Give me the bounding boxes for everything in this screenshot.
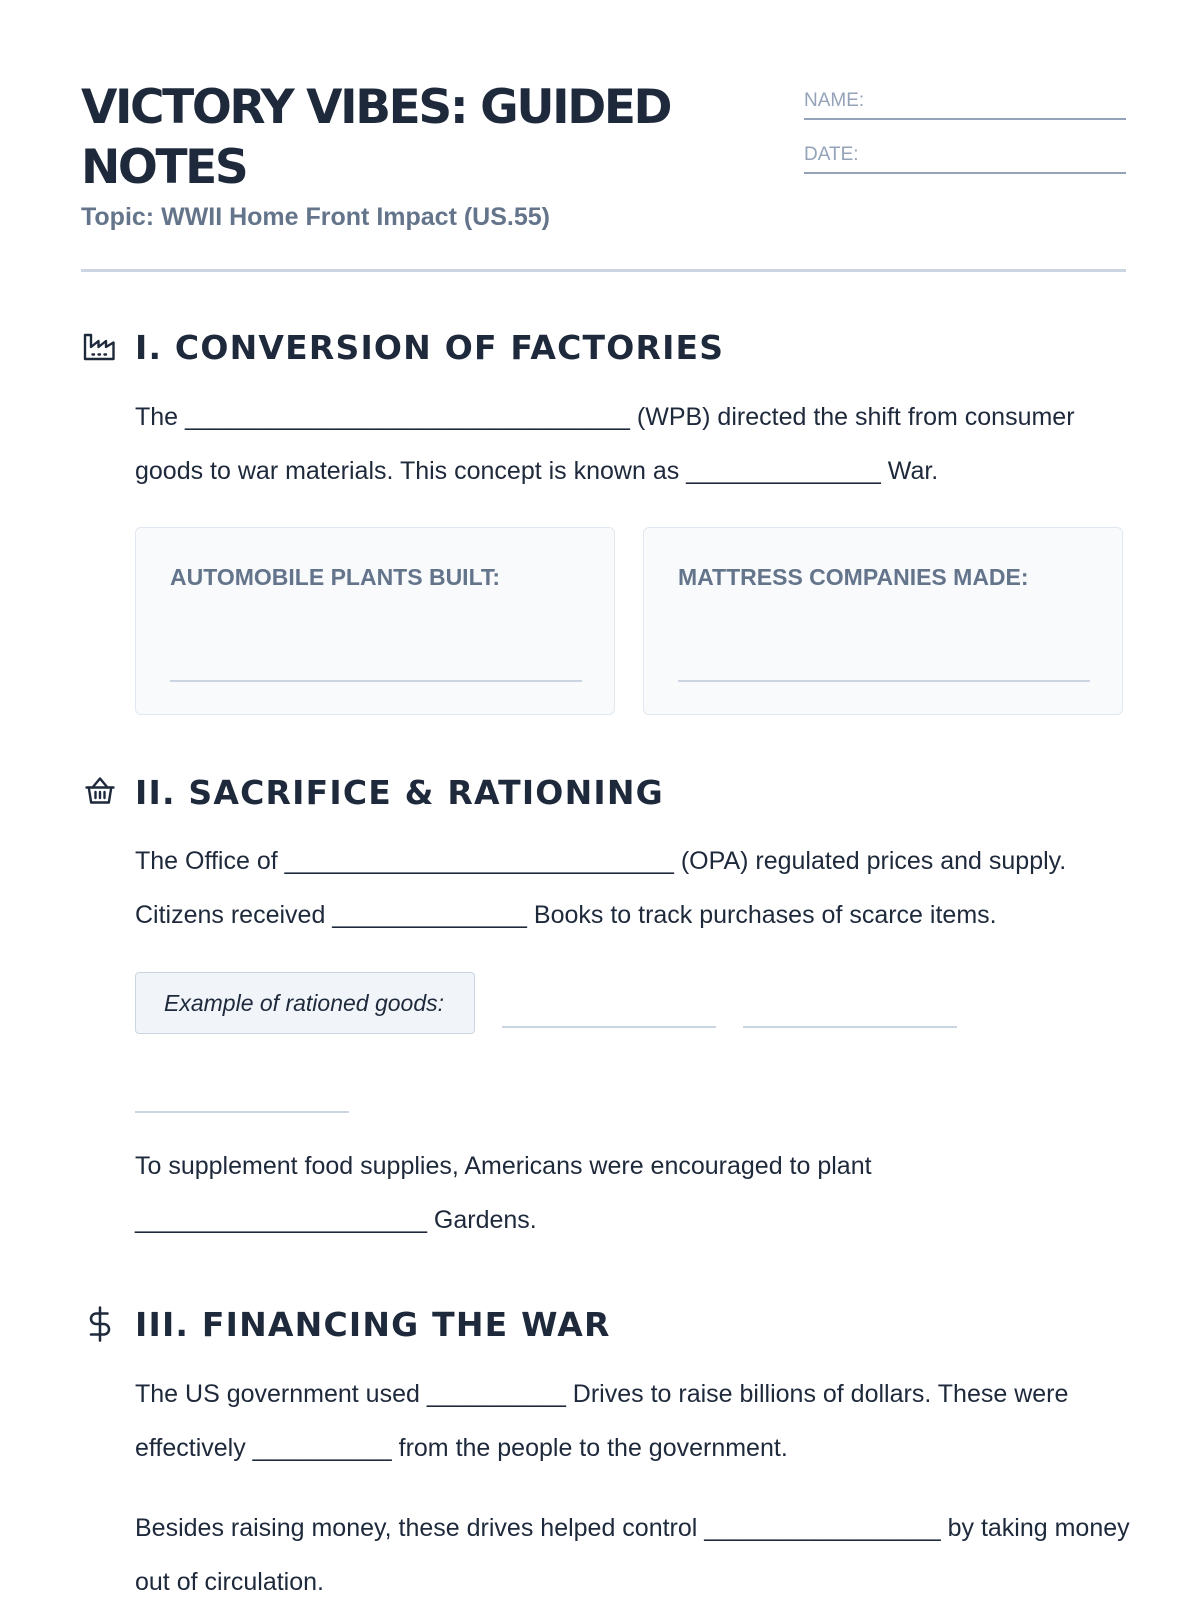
mattress-companies-box (643, 527, 1123, 715)
rationed-goods-label: Example of rationed goods: (135, 972, 475, 1034)
automobile-plants-box (135, 527, 615, 715)
mattress-companies-label: MATTRESS COMPANIES MADE: (678, 564, 1029, 590)
dollar-icon (82, 1306, 118, 1342)
rationed-good-answer-line[interactable] (502, 1026, 716, 1028)
rationed-good-answer-line[interactable] (743, 1026, 957, 1028)
name-field[interactable] (804, 86, 1126, 120)
section-heading-factories: I. CONVERSION OF FACTORIES (135, 328, 725, 367)
victory-gardens-paragraph[interactable]: To supplement food supplies, Americans were encouraged to plant _____________________ Gardens. (135, 1152, 872, 1234)
factory-icon (82, 329, 118, 365)
automobile-plants-label: AUTOMOBILE PLANTS BUILT: (170, 564, 501, 590)
page-title: VICTORY VIBES: GUIDED NOTES (81, 80, 671, 195)
section-heading-financing: III. FINANCING THE WAR (135, 1305, 611, 1344)
automobile-plants-answer-line[interactable] (170, 680, 582, 682)
section-heading-rationing: II. SACRIFICE & RATIONING (135, 773, 664, 812)
date-field[interactable] (804, 140, 1126, 174)
inflation-paragraph[interactable]: Besides raising money, these drives helped control _________________ by taking money out of circulation. (135, 1514, 1130, 1596)
mattress-companies-answer-line[interactable] (678, 680, 1090, 682)
war-bonds-paragraph[interactable]: The US government used __________ Drives to raise billions of dollars. These were effectively __________ from the people to the government. (135, 1380, 1069, 1462)
name-field-label: NAME: (804, 90, 865, 111)
topic-subtitle: Topic: WWII Home Front Impact (US.55) (81, 203, 550, 231)
header-divider (81, 269, 1126, 272)
rationed-good-answer-line[interactable] (135, 1111, 349, 1113)
date-field-label: DATE: (804, 144, 859, 165)
factories-paragraph[interactable]: The ________________________________ (WPB) directed the shift from consumer goods to war materials. This concept is known as ______________ War. (135, 403, 1075, 485)
basket-icon (82, 774, 118, 810)
rationing-paragraph[interactable]: The Office of ____________________________ (OPA) regulated prices and supply. Citizens received ______________ Books to track purchases of scarce items. (135, 847, 1067, 929)
